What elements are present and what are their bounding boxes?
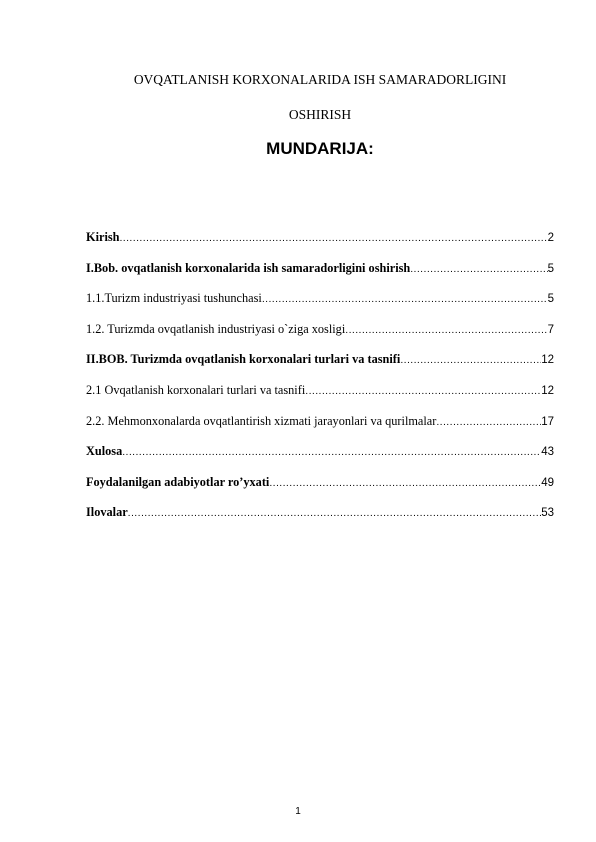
toc-entry-label: Kirish bbox=[86, 230, 120, 244]
toc-entry-page: 43 bbox=[541, 446, 554, 459]
toc-entry-page: 17 bbox=[541, 415, 554, 428]
toc-entry bbox=[86, 352, 554, 383]
toc-entry-label: II.BOB. Turizmda ovqatlanish korxonalari turlari va tasnifi bbox=[86, 352, 401, 367]
toc-entry bbox=[86, 414, 554, 445]
toc-entry-page: 5 bbox=[547, 262, 554, 275]
toc-entry bbox=[86, 444, 554, 475]
toc-entry-page: 2 bbox=[547, 232, 554, 244]
table-of-contents bbox=[86, 230, 554, 536]
toc-entry-label: Xulosa bbox=[86, 444, 123, 459]
toc-entry-page: 12 bbox=[541, 384, 554, 397]
toc-entry-label: 1.2. Turizmda ovqatlanish industriyasi o`ziga xosligi bbox=[86, 321, 346, 336]
page-number: 1 bbox=[295, 806, 301, 817]
toc-entry-label: Ilovalar bbox=[86, 505, 128, 520]
toc-entry-page: 49 bbox=[541, 476, 554, 489]
document-title-line-2: OSHIRISH bbox=[288, 107, 352, 122]
toc-entry-label: I.Bob. ovqatlanish korxonalarida ish samaradorligini oshirish bbox=[86, 260, 411, 275]
toc-dot-leader bbox=[262, 293, 548, 305]
toc-entry-page: 7 bbox=[547, 323, 554, 336]
toc-dot-leader bbox=[119, 232, 547, 244]
toc-entry-label: 1.1.Turizm industriyasi tushunchasi bbox=[86, 291, 262, 306]
toc-dot-leader bbox=[345, 324, 547, 336]
toc-dot-leader bbox=[436, 416, 541, 428]
toc-dot-leader bbox=[305, 385, 541, 397]
toc-dot-leader bbox=[122, 446, 541, 458]
toc-entry bbox=[86, 505, 554, 536]
toc-entry bbox=[86, 322, 554, 353]
contents-heading: MUNDARIJA: bbox=[266, 139, 374, 158]
toc-entry-page: 12 bbox=[541, 354, 554, 367]
toc-entry bbox=[86, 230, 554, 261]
toc-entry-page: 53 bbox=[541, 507, 554, 520]
toc-entry bbox=[86, 383, 554, 414]
toc-entry-label: 2.1 Ovqatlanish korxonalari turlari va tasnifi bbox=[86, 382, 306, 397]
document-title-line-1: OVQATLANISH KORXONALARIDA ISH SAMARADORLIGINI bbox=[133, 72, 507, 87]
toc-entry-page: 5 bbox=[547, 293, 554, 306]
toc-entry bbox=[86, 261, 554, 292]
toc-dot-leader bbox=[269, 477, 541, 489]
toc-entry-label: Foydalanilgan adabiyotlar ro’yxati bbox=[86, 474, 270, 489]
toc-entry-label: 2.2. Mehmonxonalarda ovqatlantirish xizmati jarayonlari va qurilmalar bbox=[86, 413, 437, 428]
toc-dot-leader bbox=[128, 507, 542, 519]
toc-dot-leader bbox=[400, 354, 541, 366]
toc-dot-leader bbox=[410, 263, 547, 275]
toc-entry bbox=[86, 291, 554, 322]
toc-entry bbox=[86, 475, 554, 506]
